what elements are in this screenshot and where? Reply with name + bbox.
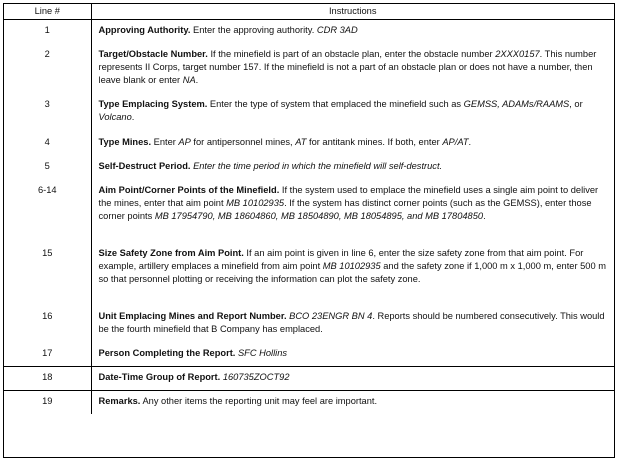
- line-number-cell: 17: [4, 343, 91, 367]
- instruction-heading: Type Emplacing System.: [98, 98, 208, 109]
- instruction-example: MB 10102935: [322, 260, 381, 271]
- line-number-cell: 15: [4, 243, 91, 306]
- instruction-text: for antipersonnel mines,: [190, 136, 296, 147]
- instruction-text: .: [131, 111, 135, 122]
- line-number-cell: 1: [4, 20, 91, 44]
- instruction-example: AT: [295, 136, 307, 147]
- instruction-cell: [91, 20, 614, 44]
- instruction-heading: Date-Time Group of Report.: [98, 372, 221, 382]
- instruction-example: SFC Hollins: [237, 347, 288, 358]
- instruction-text: Any other items the reporting unit may feel are important.: [140, 396, 378, 406]
- instruction-cell: [91, 44, 614, 94]
- instruction-heading: Person Completing the Report.: [98, 347, 236, 358]
- instruction-text: If the system used to emplace the minefield uses a single aim point to deliver the mines, enter that aim point: [98, 184, 599, 208]
- instruction-example: BCO 23ENGR BN 4: [289, 310, 373, 321]
- table-row: [4, 306, 614, 343]
- line-number-cell: 16: [4, 306, 91, 343]
- instructions-column-header: Instructions: [91, 4, 614, 20]
- instruction-example: 2XXX0157: [495, 48, 540, 59]
- instruction-heading: Unit Emplacing Mines and Report Number.: [98, 310, 287, 321]
- instruction-cell: [91, 156, 614, 180]
- table-row: [4, 20, 614, 44]
- instruction-text: . If the system has distinct corner points (such as the GEMSS), enter those corner points: [98, 197, 592, 221]
- instruction-example: 160735ZOCT92: [222, 372, 290, 382]
- instruction-example: MB 17954790, MB 18604860, MB 18504890, MB 18054895, and MB 17804850: [154, 210, 484, 221]
- instruction-example: AP/AT: [442, 136, 469, 147]
- line-number-cell: 18: [4, 367, 91, 391]
- table-header-row: [4, 4, 614, 20]
- instruction-text: , or: [569, 98, 583, 109]
- table-row: [4, 44, 614, 94]
- instruction-text: .: [195, 74, 199, 85]
- instruction-text: Enter the type of system that emplaced the minefield such as: [207, 98, 464, 109]
- table-row: [4, 180, 614, 243]
- instruction-cell: [91, 180, 614, 243]
- instruction-text: . Reports should be numbered consecutively. This would be the fourth minefield that B Company has emplaced.: [98, 310, 605, 334]
- line-number-cell: 2: [4, 44, 91, 94]
- minefield-report-instructions-table: [3, 3, 615, 458]
- instruction-heading: Size Safety Zone from Aim Point.: [98, 247, 244, 258]
- instruction-text: . This number represents II Corps, target number 157. If the minefield is not a part of an obstacle plan or does not have a number, then leave blank or enter: [98, 48, 597, 85]
- instruction-cell: [91, 367, 614, 391]
- instruction-text: for antitank mines. If both, enter: [306, 136, 443, 147]
- instruction-example: AP: [178, 136, 191, 147]
- table-row: [4, 367, 614, 391]
- instruction-text: .: [483, 210, 486, 221]
- instruction-heading: Aim Point/Corner Points of the Minefield.: [98, 184, 280, 195]
- table-row: [4, 94, 614, 132]
- instruction-heading: Type Mines.: [98, 136, 152, 147]
- table-row: [4, 156, 614, 180]
- instruction-cell: [91, 243, 614, 306]
- instruction-example: GEMSS, ADAMs/RAAMS: [463, 98, 570, 109]
- table-row: [4, 343, 614, 367]
- line-number-cell: 6-14: [4, 180, 91, 243]
- line-number-cell: 5: [4, 156, 91, 180]
- table-row: [4, 243, 614, 306]
- instruction-text: and the safety zone if 1,000 m x 1,000 m, enter 500 m so that personnel plotting or receiving the information can plot the safety zone.: [98, 260, 606, 284]
- instruction-text: Enter the approving authority.: [190, 25, 317, 35]
- instruction-cell: [91, 306, 614, 343]
- instruction-text: If an aim point is given in line 6, enter the size safety zone from that aim point. For example, artillery emplaces a minefield from aim point: [98, 247, 584, 271]
- instruction-example: MB 10102935: [226, 197, 285, 208]
- line-number-cell: 3: [4, 94, 91, 132]
- line-number-cell: 19: [4, 391, 91, 414]
- instruction-cell: [91, 391, 614, 414]
- instruction-heading: Self-Destruct Period.: [98, 160, 191, 171]
- instruction-example: CDR 3AD: [316, 25, 358, 35]
- instruction-heading: Remarks.: [98, 396, 141, 406]
- line-number-cell: 4: [4, 132, 91, 156]
- instruction-example: Enter the time period in which the minefield will self-destruct.: [193, 160, 443, 171]
- instruction-cell: [91, 132, 614, 156]
- instruction-example: NA: [182, 74, 196, 85]
- line-number-column-header: Line #: [4, 4, 91, 20]
- instruction-cell: [91, 343, 614, 367]
- instruction-heading: Approving Authority.: [98, 25, 191, 35]
- instruction-heading: Target/Obstacle Number.: [98, 48, 208, 59]
- instruction-text: Enter: [151, 136, 179, 147]
- instruction-cell: [91, 94, 614, 132]
- instruction-text: .: [468, 136, 472, 147]
- table-row: [4, 132, 614, 156]
- table-row: [4, 391, 614, 414]
- instruction-text: If the minefield is part of an obstacle plan, enter the obstacle number: [207, 48, 496, 59]
- instruction-example: Volcano: [98, 111, 132, 122]
